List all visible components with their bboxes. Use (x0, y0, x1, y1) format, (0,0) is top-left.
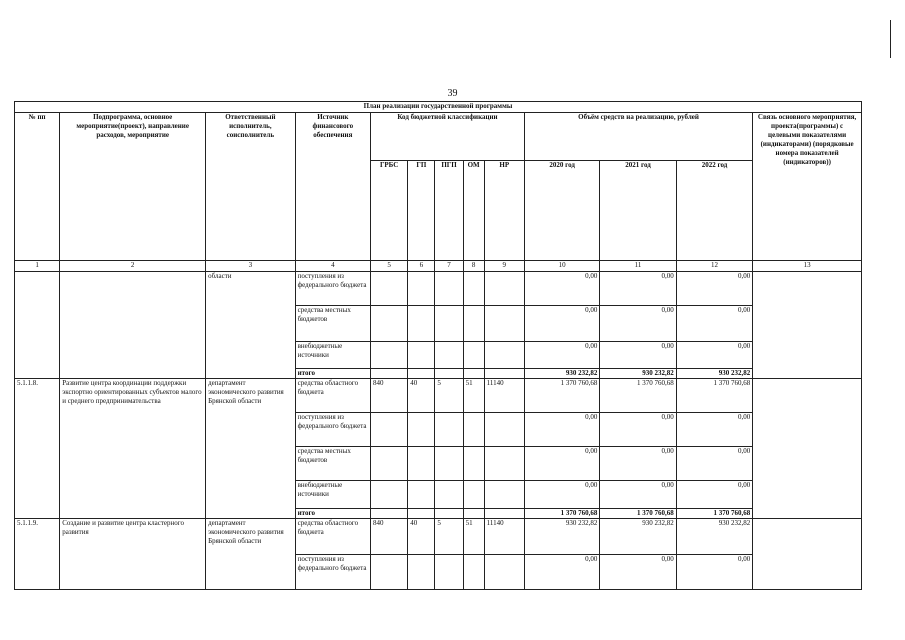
row-grbs (371, 413, 408, 447)
header-subprogram: Подпрограмма, основное мероприятие(проект), направление расходов, мероприятие (60, 113, 206, 261)
row-nr (484, 481, 524, 509)
row-nr (484, 342, 524, 369)
row-2022: 0,00 (676, 555, 752, 590)
row-2021: 1 370 760,68 (600, 509, 676, 519)
table-title-row (15, 102, 862, 113)
row-link (753, 272, 862, 379)
row-2020: 930 232,82 (524, 369, 599, 379)
row-pgp (435, 369, 463, 379)
column-number: 3 (206, 261, 296, 272)
budget-plan-table (14, 101, 862, 590)
row-source: средства местных бюджетов (295, 447, 370, 481)
row-source: поступления из федерального бюджета (295, 555, 370, 590)
row-pgp (435, 413, 463, 447)
row-pgp (435, 447, 463, 481)
column-number: 12 (676, 261, 752, 272)
row-grbs (371, 369, 408, 379)
row-2022: 0,00 (676, 447, 752, 481)
row-pgp (435, 555, 463, 590)
row-2021: 0,00 (600, 447, 676, 481)
row-pgp: 5 (435, 379, 463, 413)
column-number: 4 (295, 261, 370, 272)
header-grbs: ГРБС (371, 161, 408, 261)
row-source: средства областного бюджета (295, 379, 370, 413)
header-nr: НР (484, 161, 524, 261)
row-source: поступления из федерального бюджета (295, 413, 370, 447)
row-source: внебюджетные источники (295, 481, 370, 509)
table-title: План реализации государственной программы (15, 102, 862, 113)
row-num (15, 272, 60, 379)
header-funds: Объём средств на реализацию, рублей (524, 113, 752, 161)
row-2021: 0,00 (600, 342, 676, 369)
row-om (463, 306, 484, 342)
row-2020: 0,00 (524, 481, 599, 509)
row-gp (408, 481, 435, 509)
row-nr: 11140 (484, 379, 524, 413)
row-name: Развитие центра координации поддержки экспортно ориентированных субъектов малого и среднего предпринимательства (60, 379, 206, 519)
row-name: Создание и развитие центра кластерного развития (60, 519, 206, 590)
row-source: средства областного бюджета (295, 519, 370, 555)
row-gp: 40 (408, 519, 435, 555)
row-grbs (371, 481, 408, 509)
row-om (463, 447, 484, 481)
header-gp: ГП (408, 161, 435, 261)
row-2021: 0,00 (600, 272, 676, 306)
column-number: 7 (435, 261, 463, 272)
row-nr (484, 306, 524, 342)
header-row (15, 113, 862, 161)
margin-rule (890, 20, 891, 58)
row-2022: 0,00 (676, 342, 752, 369)
row-om: 51 (463, 519, 484, 555)
row-2020: 0,00 (524, 342, 599, 369)
row-gp (408, 509, 435, 519)
row-nr (484, 369, 524, 379)
row-gp: 40 (408, 379, 435, 413)
header-2021: 2021 год (600, 161, 676, 261)
row-link (753, 519, 862, 590)
row-pgp (435, 272, 463, 306)
row-gp (408, 413, 435, 447)
row-2021: 930 232,82 (600, 369, 676, 379)
header-source: Источник финансового обеспечения (295, 113, 370, 261)
column-number: 8 (463, 261, 484, 272)
column-number: 9 (484, 261, 524, 272)
row-2020: 1 370 760,68 (524, 379, 599, 413)
row-grbs: 840 (371, 519, 408, 555)
row-2021: 930 232,82 (600, 519, 676, 555)
row-2021: 0,00 (600, 306, 676, 342)
row-gp (408, 447, 435, 481)
header-num: № пп (15, 113, 60, 261)
row-om (463, 509, 484, 519)
row-grbs: 840 (371, 379, 408, 413)
row-2022: 930 232,82 (676, 519, 752, 555)
column-number: 1 (15, 261, 60, 272)
row-2022: 1 370 760,68 (676, 379, 752, 413)
row-2020: 0,00 (524, 413, 599, 447)
row-grbs (371, 306, 408, 342)
row-pgp (435, 509, 463, 519)
column-number: 2 (60, 261, 206, 272)
row-2021: 0,00 (600, 481, 676, 509)
row-2020: 1 370 760,68 (524, 509, 599, 519)
row-num: 5.1.1.8. (15, 379, 60, 519)
row-source: внебюджетные источники (295, 342, 370, 369)
page-number: 39 (447, 88, 458, 99)
row-2022: 0,00 (676, 306, 752, 342)
row-grbs (371, 342, 408, 369)
row-gp (408, 342, 435, 369)
table-row (15, 272, 862, 306)
row-source: итого (295, 369, 370, 379)
row-om (463, 369, 484, 379)
header-link: Связь основного мероприятия, проекта(программы) с целевыми показателями (индикаторами) (порядковые номера показателей (индикаторов)) (753, 113, 862, 261)
row-2020: 0,00 (524, 447, 599, 481)
row-om (463, 342, 484, 369)
table-row (15, 379, 862, 413)
row-source: средства местных бюджетов (295, 306, 370, 342)
row-om (463, 413, 484, 447)
row-pgp: 5 (435, 519, 463, 555)
row-2020: 0,00 (524, 272, 599, 306)
row-gp (408, 272, 435, 306)
row-2022: 0,00 (676, 272, 752, 306)
row-2020: 930 232,82 (524, 519, 599, 555)
row-num: 5.1.1.9. (15, 519, 60, 590)
header-pgp: ПГП (435, 161, 463, 261)
row-nr (484, 555, 524, 590)
row-name (60, 272, 206, 379)
row-executor: департамент экономического развития Брянской области (206, 379, 296, 519)
row-2021: 0,00 (600, 413, 676, 447)
row-source: поступления из федерального бюджета (295, 272, 370, 306)
row-om: 51 (463, 379, 484, 413)
row-grbs (371, 272, 408, 306)
row-2020: 0,00 (524, 555, 599, 590)
table-row (15, 519, 862, 555)
row-source: итого (295, 509, 370, 519)
header-budget-codes: Код бюджетной классификации (371, 113, 525, 161)
header-2022: 2022 год (676, 161, 752, 261)
row-2020: 0,00 (524, 306, 599, 342)
header-om: ОМ (463, 161, 484, 261)
row-2022: 1 370 760,68 (676, 509, 752, 519)
row-pgp (435, 342, 463, 369)
row-nr: 11140 (484, 519, 524, 555)
row-pgp (435, 306, 463, 342)
row-om (463, 555, 484, 590)
row-link (753, 379, 862, 519)
header-2020: 2020 год (524, 161, 599, 261)
column-number: 6 (408, 261, 435, 272)
column-number: 11 (600, 261, 676, 272)
row-executor: области (206, 272, 296, 379)
header-executor: Ответственный исполнитель, соисполнитель (206, 113, 296, 261)
row-2021: 1 370 760,68 (600, 379, 676, 413)
row-gp (408, 306, 435, 342)
row-grbs (371, 555, 408, 590)
row-executor: департамент экономического развития Брянской области (206, 519, 296, 590)
row-gp (408, 369, 435, 379)
row-2022: 930 232,82 (676, 369, 752, 379)
row-2022: 0,00 (676, 481, 752, 509)
row-om (463, 481, 484, 509)
row-gp (408, 555, 435, 590)
row-grbs (371, 509, 408, 519)
row-pgp (435, 481, 463, 509)
column-number: 13 (753, 261, 862, 272)
row-2021: 0,00 (600, 555, 676, 590)
row-om (463, 272, 484, 306)
row-nr (484, 509, 524, 519)
column-number: 5 (371, 261, 408, 272)
row-grbs (371, 447, 408, 481)
column-number: 10 (524, 261, 599, 272)
row-nr (484, 413, 524, 447)
row-2022: 0,00 (676, 413, 752, 447)
column-numbers-row (15, 261, 862, 272)
row-nr (484, 447, 524, 481)
row-nr (484, 272, 524, 306)
